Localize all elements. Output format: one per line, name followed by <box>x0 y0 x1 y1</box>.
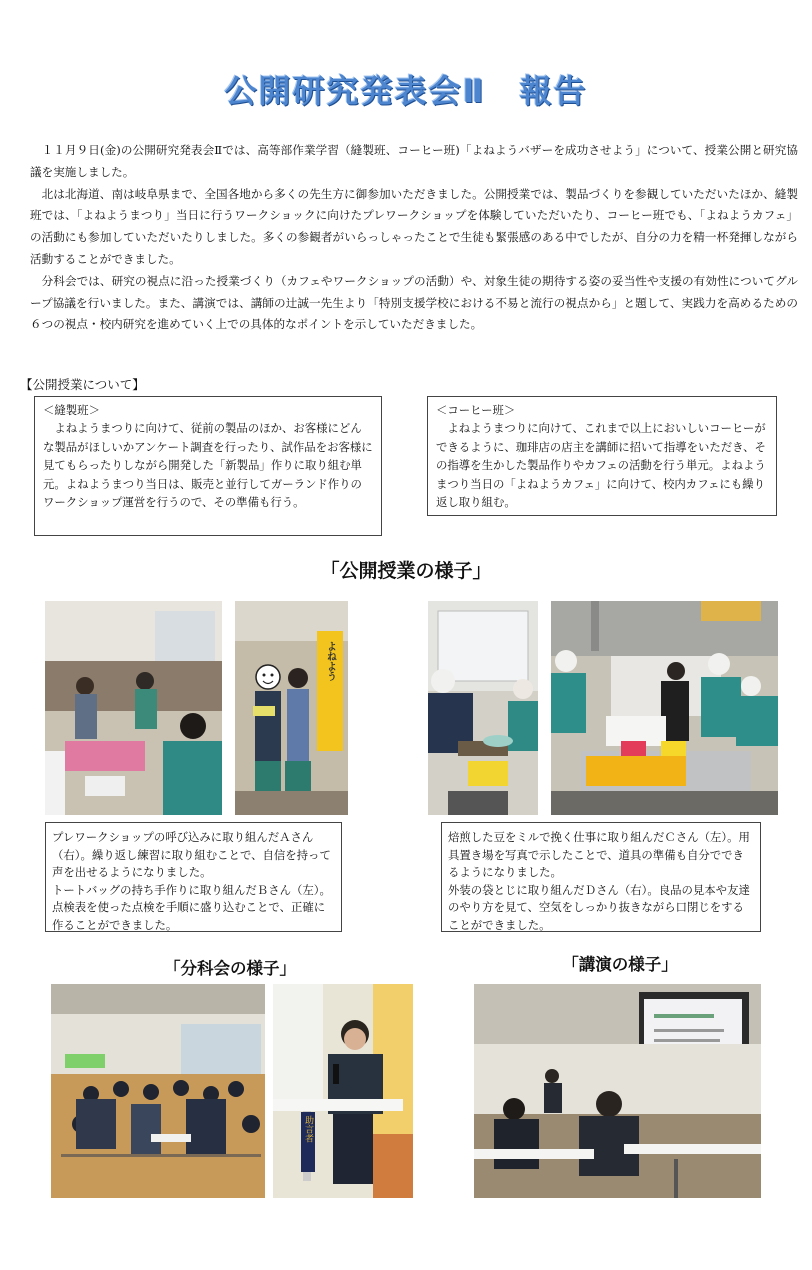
photo-coffee-grinding <box>428 601 538 815</box>
photo-advisor <box>273 984 413 1198</box>
sewing-team-text: よねようまつりに向けて、従前の製品のほか、お客様にどんな製品がほしいかアンケート調査を行ったり、試作品をお客様に見てもらったりしながら開発した「新製品」作りに取り組む単元。よねようまつり当日は、販売と並行してガーランド作りのワークショップ運営を行うので、その準備も行う。 <box>43 421 373 510</box>
nameplate-label: 助言者 <box>303 1115 313 1143</box>
photo-gymnasium <box>51 984 265 1198</box>
paragraph-intro: １１月９日(金)の公開研究発表会Ⅱでは、高等部作業学習（縫製班、コーヒー班)「よねようバザーを成功させよう」について、授業公開と研究協議を実施しました。 <box>30 143 798 179</box>
photo-lecture <box>474 984 761 1198</box>
lecture-heading: 「講演の様子」 <box>562 955 678 974</box>
open-class-heading: 「公開授業の様子」 <box>320 560 492 582</box>
caption-right <box>441 822 761 932</box>
photo-banner <box>235 601 348 815</box>
photo-classroom <box>45 601 222 815</box>
coffee-team-heading: ＜コーヒー班＞ <box>436 403 516 417</box>
section-heading: 【公開授業について】 <box>20 377 145 392</box>
coffee-team-box <box>427 396 777 516</box>
caption-left-b: トートバッグの持ち手作りに取り組んだＢさん（左）。点検表を使った点検を手順に盛り込むことで、正確に作ることができました。 <box>52 882 331 932</box>
caption-left <box>45 822 342 932</box>
paragraph-subgroup: 分科会では、研究の視点に沿った授業づくり（カフェやワークショップの活動）や、対象生徒の期待する姿の妥当性や支援の有効性についてグループ協議を行いました。また、講演では、講師の辻誠一先生より「特別支援学校における不易と流行の視点から」と題して、実践力を高めるための６つの視点・校内研究を進めていく上での具体的なポイントを示していただきました。 <box>30 273 798 332</box>
sewing-team-box <box>34 396 382 536</box>
subgroup-heading: 「分科会の様子」 <box>164 959 296 978</box>
paragraph-participants: 北は北海道、南は岐阜県まで、全国各地から多くの先生方に御参加いただきました。公開授業では、製品づくりを参観していただいたほか、縫製班では、「よねようまつり」当日に行うワークショックに向けたプレワークショップを体験していただいたり、コーヒー班でも、「よねようカフェ」の活動にも参加していただいたりしました。多くの参観者がいらっしゃったことで生徒も緊張感のある中でしたが、自分の力を精一杯発揮しながら活動することができました。 <box>30 186 798 266</box>
caption-left-a: プレワークショップの呼び込みに取り組んだＡさん（右）。繰り返し練習に取り組むことで、自信を持って声を出せるようになりました。 <box>52 830 331 880</box>
caption-right-c: 焙煎した豆をミルで挽く仕事に取り組んだＣさん（左）。用具置き場を写真で示したことで、道具の準備も自分でできるようになりました。 <box>448 830 750 880</box>
banner-label: よねよう <box>324 641 336 681</box>
report-body <box>30 140 798 336</box>
sewing-team-heading: ＜縫製班＞ <box>43 403 100 417</box>
coffee-team-text: よねようまつりに向けて、これまで以上においしいコーヒーができるように、珈琲店の店主を講師に招いて指導をいただき、その指導を生かした製品作りやカフェの活動を行う単元。よねようまつり当日の「よねようカフェ」に向けて、校内カフェにも繰り返し取り組む。 <box>436 421 766 510</box>
caption-right-d: 外装の袋とじに取り組んだＤさん（右）。良品の見本や友達のやり方を見て、空気をしっかり抜きながら口閉じをすることができました。 <box>448 882 750 932</box>
page-title: 公開研究発表会Ⅱ 報告 <box>224 72 588 110</box>
photo-coffee-kitchen <box>551 601 778 815</box>
